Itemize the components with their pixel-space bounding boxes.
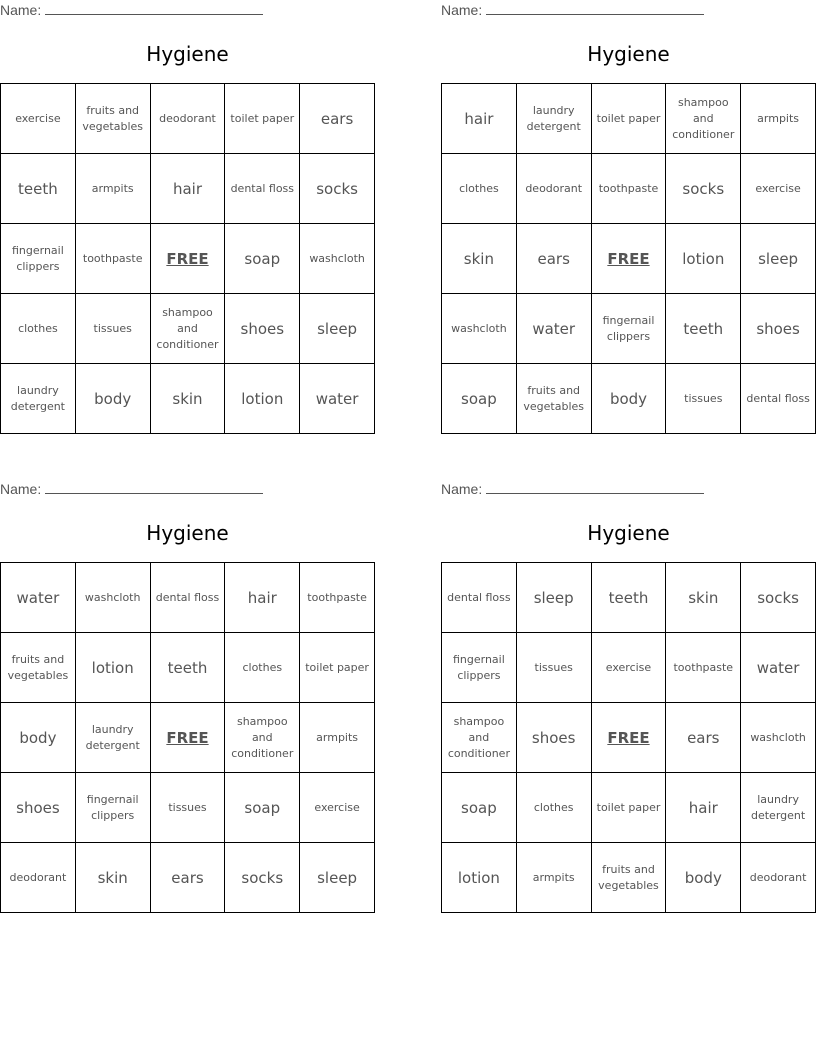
bingo-cell[interactable]: fruits and vegetables: [1, 633, 76, 703]
bingo-cell[interactable]: exercise: [741, 154, 816, 224]
bingo-cell[interactable]: laundry detergent: [1, 364, 76, 434]
bingo-cell[interactable]: sleep: [300, 843, 375, 913]
bingo-cell[interactable]: hair: [442, 84, 517, 154]
card-title: Hygiene: [146, 521, 229, 545]
name-blank[interactable]: [45, 481, 263, 494]
bingo-cell[interactable]: skin: [76, 843, 151, 913]
bingo-cell[interactable]: skin: [442, 224, 517, 294]
bingo-cell[interactable]: lotion: [225, 364, 300, 434]
bingo-cell[interactable]: shampoo and conditioner: [151, 294, 226, 364]
bingo-cell[interactable]: water: [517, 294, 592, 364]
bingo-cell[interactable]: ears: [300, 84, 375, 154]
bingo-cell[interactable]: shoes: [1, 773, 76, 843]
bingo-cell[interactable]: lotion: [76, 633, 151, 703]
bingo-cell[interactable]: deodorant: [517, 154, 592, 224]
bingo-cell[interactable]: ears: [151, 843, 226, 913]
bingo-cell[interactable]: water: [741, 633, 816, 703]
card-title: Hygiene: [146, 42, 229, 66]
bingo-cell[interactable]: socks: [225, 843, 300, 913]
bingo-cell[interactable]: exercise: [1, 84, 76, 154]
bingo-cell[interactable]: armpits: [300, 703, 375, 773]
name-blank[interactable]: [486, 481, 704, 494]
bingo-cell[interactable]: toilet paper: [225, 84, 300, 154]
bingo-cell[interactable]: lotion: [666, 224, 741, 294]
bingo-cell[interactable]: teeth: [592, 563, 667, 633]
name-label: Name:: [441, 2, 483, 18]
bingo-cell[interactable]: shampoo and conditioner: [225, 703, 300, 773]
bingo-cell[interactable]: washcloth: [300, 224, 375, 294]
bingo-cell[interactable]: fruits and vegetables: [517, 364, 592, 434]
free-space[interactable]: FREE: [151, 703, 226, 773]
bingo-cell[interactable]: water: [1, 563, 76, 633]
bingo-cell[interactable]: shampoo and conditioner: [442, 703, 517, 773]
bingo-cell[interactable]: toilet paper: [592, 773, 667, 843]
bingo-grid: [441, 83, 816, 434]
bingo-cell[interactable]: dental floss: [442, 563, 517, 633]
bingo-cell[interactable]: tissues: [666, 364, 741, 434]
bingo-cell[interactable]: skin: [151, 364, 226, 434]
name-line: [441, 2, 704, 18]
bingo-cell[interactable]: body: [592, 364, 667, 434]
bingo-cell[interactable]: hair: [666, 773, 741, 843]
bingo-cell[interactable]: shampoo and conditioner: [666, 84, 741, 154]
bingo-cell[interactable]: laundry detergent: [76, 703, 151, 773]
bingo-cell[interactable]: fingernail clippers: [442, 633, 517, 703]
bingo-cell[interactable]: shoes: [225, 294, 300, 364]
bingo-grid: [0, 83, 375, 434]
name-label: Name:: [441, 481, 483, 497]
card-title: Hygiene: [587, 42, 670, 66]
bingo-cell[interactable]: skin: [666, 563, 741, 633]
name-line: [0, 2, 263, 18]
name-line: [0, 481, 263, 497]
bingo-cell[interactable]: soap: [225, 773, 300, 843]
bingo-cell[interactable]: hair: [151, 154, 226, 224]
bingo-cell[interactable]: tissues: [151, 773, 226, 843]
name-label: Name:: [0, 481, 42, 497]
bingo-cell[interactable]: soap: [442, 773, 517, 843]
bingo-cell[interactable]: deodorant: [741, 843, 816, 913]
bingo-cell[interactable]: socks: [300, 154, 375, 224]
bingo-cell[interactable]: fingernail clippers: [1, 224, 76, 294]
bingo-cell[interactable]: clothes: [1, 294, 76, 364]
bingo-cell[interactable]: sleep: [300, 294, 375, 364]
bingo-cell[interactable]: toilet paper: [300, 633, 375, 703]
name-label: Name:: [0, 2, 42, 18]
bingo-cell[interactable]: teeth: [666, 294, 741, 364]
bingo-cell[interactable]: body: [76, 364, 151, 434]
bingo-grid: [0, 562, 375, 913]
bingo-cell[interactable]: sleep: [517, 563, 592, 633]
bingo-cell[interactable]: toothpaste: [76, 224, 151, 294]
bingo-cell[interactable]: teeth: [151, 633, 226, 703]
bingo-cell[interactable]: deodorant: [1, 843, 76, 913]
bingo-cell[interactable]: body: [666, 843, 741, 913]
bingo-cell[interactable]: fingernail clippers: [76, 773, 151, 843]
bingo-cell[interactable]: deodorant: [151, 84, 226, 154]
bingo-cell[interactable]: shoes: [517, 703, 592, 773]
bingo-cell[interactable]: hair: [225, 563, 300, 633]
bingo-cell[interactable]: laundry detergent: [741, 773, 816, 843]
bingo-cell[interactable]: washcloth: [442, 294, 517, 364]
bingo-cell[interactable]: washcloth: [76, 563, 151, 633]
name-blank[interactable]: [45, 2, 263, 15]
bingo-cell[interactable]: ears: [666, 703, 741, 773]
bingo-cell[interactable]: clothes: [517, 773, 592, 843]
bingo-cell[interactable]: soap: [225, 224, 300, 294]
bingo-cell[interactable]: armpits: [76, 154, 151, 224]
bingo-cell[interactable]: exercise: [300, 773, 375, 843]
bingo-cell[interactable]: dental floss: [151, 563, 226, 633]
bingo-cell[interactable]: toothpaste: [666, 633, 741, 703]
free-space[interactable]: FREE: [592, 703, 667, 773]
bingo-cell[interactable]: shoes: [741, 294, 816, 364]
bingo-cell[interactable]: water: [300, 364, 375, 434]
bingo-cell[interactable]: lotion: [442, 843, 517, 913]
bingo-cell[interactable]: body: [1, 703, 76, 773]
card-title: Hygiene: [587, 521, 670, 545]
bingo-grid: [441, 562, 816, 913]
bingo-cell[interactable]: dental floss: [741, 364, 816, 434]
bingo-cell[interactable]: tissues: [517, 633, 592, 703]
bingo-cell[interactable]: clothes: [442, 154, 517, 224]
bingo-cell[interactable]: fingernail clippers: [592, 294, 667, 364]
bingo-cell[interactable]: socks: [741, 563, 816, 633]
bingo-cell[interactable]: toothpaste: [592, 154, 667, 224]
free-space[interactable]: FREE: [592, 224, 667, 294]
bingo-cell[interactable]: soap: [442, 364, 517, 434]
bingo-cell[interactable]: socks: [666, 154, 741, 224]
bingo-cell[interactable]: toothpaste: [300, 563, 375, 633]
bingo-cell[interactable]: clothes: [225, 633, 300, 703]
free-space[interactable]: FREE: [151, 224, 226, 294]
bingo-cell[interactable]: armpits: [517, 843, 592, 913]
bingo-cell[interactable]: exercise: [592, 633, 667, 703]
bingo-cell[interactable]: tissues: [76, 294, 151, 364]
bingo-cell[interactable]: sleep: [741, 224, 816, 294]
bingo-cell[interactable]: toilet paper: [592, 84, 667, 154]
bingo-cell[interactable]: laundry detergent: [517, 84, 592, 154]
bingo-cell[interactable]: washcloth: [741, 703, 816, 773]
name-blank[interactable]: [486, 2, 704, 15]
bingo-cell[interactable]: ears: [517, 224, 592, 294]
name-line: [441, 481, 704, 497]
bingo-cell[interactable]: teeth: [1, 154, 76, 224]
bingo-cell[interactable]: fruits and vegetables: [76, 84, 151, 154]
bingo-cell[interactable]: dental floss: [225, 154, 300, 224]
bingo-cell[interactable]: armpits: [741, 84, 816, 154]
bingo-cell[interactable]: fruits and vegetables: [592, 843, 667, 913]
